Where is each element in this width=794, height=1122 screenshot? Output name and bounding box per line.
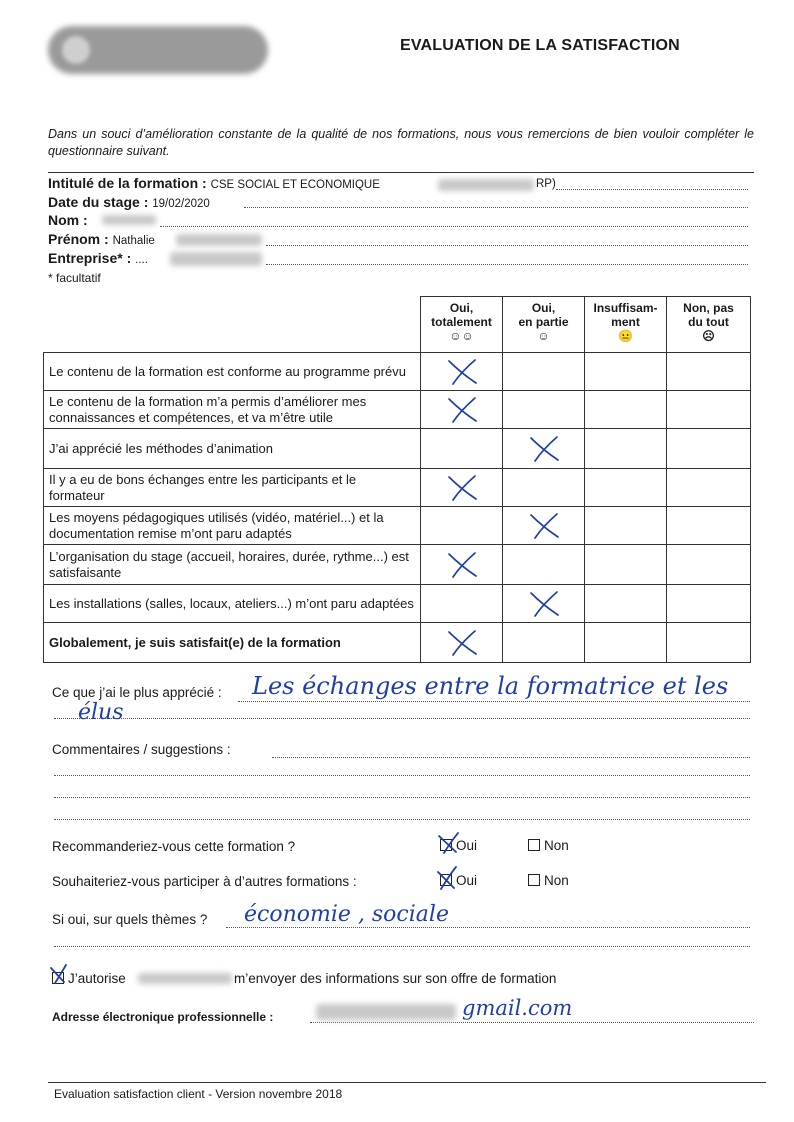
col-insuffisamment: Insuffisam- ment 😐 (585, 297, 667, 353)
answer-cell[interactable] (585, 545, 667, 585)
answer-cell[interactable] (503, 623, 585, 663)
answer-cell[interactable] (585, 353, 667, 391)
question-text: Le contenu de la formation m’a permis d’améliorer mes connaissances et compétences, et va m’être utile (44, 391, 421, 429)
redacted-nom (102, 215, 156, 225)
recommend-non-checkbox[interactable] (528, 839, 540, 851)
authorize-option[interactable]: J’autorise (52, 971, 126, 986)
comments-label: Commentaires / suggestions : (52, 742, 231, 757)
question-text: Les moyens pédagogiques utilisés (vidéo, matériel...) et la documentation remise m’ont paru adaptés (44, 507, 421, 545)
date-field: Date du stage : 19/02/2020 (48, 194, 210, 210)
answer-cell[interactable] (503, 429, 585, 469)
hand-drawn-x-mark (525, 589, 563, 619)
hand-drawn-x-mark (443, 473, 481, 503)
table-row (44, 585, 751, 623)
col-oui-totalement: Oui, totalement ☺☺ (421, 297, 503, 353)
answer-cell[interactable] (503, 391, 585, 429)
very-happy-icon: ☺☺ (449, 329, 474, 343)
answer-cell[interactable] (421, 353, 503, 391)
liked-dots-1 (238, 701, 750, 702)
prenom-field: Prénom : Nathalie (48, 231, 155, 247)
formation-suffix: RP) (536, 178, 556, 190)
prenom-dots (266, 245, 748, 246)
authorize-text: m’envoyer des informations sur son offre de formation (234, 971, 557, 986)
answer-cell[interactable] (585, 507, 667, 545)
answer-cell[interactable] (421, 391, 503, 429)
hand-drawn-x-mark (443, 395, 481, 425)
other-oui-option[interactable]: Oui (440, 873, 477, 888)
other-formations-label: Souhaiteriez-vous participer à d’autres formations : (52, 874, 357, 889)
answer-cell[interactable] (667, 507, 751, 545)
other-non-option[interactable]: Non (528, 873, 569, 888)
table-row (44, 623, 751, 663)
question-text: Les installations (salles, locaux, ateliers...) m’ont paru adaptées (44, 585, 421, 623)
table-row (44, 507, 751, 545)
comments-dots-1 (272, 757, 750, 758)
header-rule (48, 172, 754, 173)
answer-cell[interactable] (585, 429, 667, 469)
satisfaction-table (43, 296, 751, 663)
neutral-face-icon: 😐 (618, 329, 633, 343)
col-non-pas-du-tout: Non, pas du tout ☹ (667, 297, 751, 353)
question-text: Le contenu de la formation est conforme au programme prévu (44, 353, 421, 391)
footer-rule (48, 1082, 766, 1083)
answer-cell[interactable] (503, 585, 585, 623)
answer-cell[interactable] (585, 391, 667, 429)
comments-dots-2 (54, 775, 750, 776)
answer-cell[interactable] (421, 623, 503, 663)
answer-cell[interactable] (421, 507, 503, 545)
table-row (44, 469, 751, 507)
hand-drawn-x-mark (525, 511, 563, 541)
answer-cell[interactable] (503, 545, 585, 585)
hand-drawn-x-mark (443, 628, 481, 658)
other-oui-check-mark (434, 864, 460, 892)
answer-cell[interactable] (503, 507, 585, 545)
footer-text: Evaluation satisfaction client - Version novembre 2018 (54, 1087, 343, 1101)
answer-cell[interactable] (503, 353, 585, 391)
sad-face-icon: ☹ (702, 329, 715, 343)
other-non-checkbox[interactable] (528, 874, 540, 886)
redacted-formation (438, 179, 534, 191)
answer-cell[interactable] (667, 623, 751, 663)
email-answer: gmail.com (462, 996, 573, 1020)
liked-answer-line1: Les échanges entre la formatrice et les (252, 672, 729, 700)
liked-dots-2 (54, 718, 750, 719)
redacted-prenom (176, 234, 262, 246)
nom-dots (160, 226, 748, 227)
email-dots (310, 1022, 754, 1023)
answer-cell[interactable] (421, 545, 503, 585)
answer-cell[interactable] (667, 353, 751, 391)
answer-cell[interactable] (421, 429, 503, 469)
intro-text: Dans un souci d’amélioration constante de la qualité de nos formations, nous vous remercions de bien vouloir compléter le questionnaire suivant. (48, 127, 754, 158)
logo-emblem-icon (62, 36, 90, 64)
redacted-company (138, 973, 232, 984)
table-header-row (44, 297, 751, 353)
table-row (44, 429, 751, 469)
question-text: L’organisation du stage (accueil, horaires, durée, rythme...) est satisfaisante (44, 545, 421, 585)
answer-cell[interactable] (585, 623, 667, 663)
answer-cell[interactable] (421, 469, 503, 507)
table-row (44, 391, 751, 429)
themes-label: Si oui, sur quels thèmes ? (52, 912, 208, 927)
answer-cell[interactable] (503, 469, 585, 507)
answer-cell[interactable] (667, 429, 751, 469)
authorize-check-mark (48, 962, 70, 986)
liked-label: Ce que j’ai le plus apprécié : (52, 685, 222, 700)
recommend-label: Recommanderiez-vous cette formation ? (52, 839, 296, 854)
col-oui-en-partie: Oui, en partie ☺ (503, 297, 585, 353)
answer-cell[interactable] (585, 585, 667, 623)
date-dots (244, 207, 748, 208)
liked-answer-line2: élus (78, 700, 124, 725)
formation-value: CSE SOCIAL ET ECONOMIQUE (210, 179, 380, 191)
answer-cell[interactable] (585, 469, 667, 507)
answer-cell[interactable] (667, 391, 751, 429)
answer-cell[interactable] (421, 585, 503, 623)
answer-cell[interactable] (667, 585, 751, 623)
nom-field: Nom : (48, 212, 88, 228)
formation-dots (556, 189, 748, 190)
question-text: Il y a eu de bons échanges entre les participants et le formateur (44, 469, 421, 507)
entreprise-dots (266, 264, 748, 265)
table-row (44, 353, 751, 391)
date-value: 19/02/2020 (152, 198, 210, 210)
redacted-email-user (316, 1004, 456, 1020)
comments-dots-4 (54, 819, 750, 820)
hand-drawn-x-mark (443, 357, 481, 387)
themes-dots-1 (226, 927, 750, 928)
hand-drawn-x-mark (443, 550, 481, 580)
themes-answer: économie , sociale (244, 902, 449, 927)
answer-cell[interactable] (667, 545, 751, 585)
answer-cell[interactable] (667, 469, 751, 507)
comments-dots-3 (54, 797, 750, 798)
document-title: EVALUATION DE LA SATISFACTION (400, 37, 680, 54)
recommend-oui-check-mark (436, 830, 462, 856)
hand-drawn-x-mark (525, 434, 563, 464)
happy-icon: ☺ (537, 329, 550, 343)
recommend-non-option[interactable]: Non (528, 838, 569, 853)
redacted-entreprise (170, 252, 262, 266)
themes-dots-2 (54, 946, 750, 947)
question-text: Globalement, je suis satisfait(e) de la formation (44, 623, 421, 663)
entreprise-field: Entreprise* : .... (48, 250, 148, 266)
prenom-value: Nathalie (112, 235, 155, 247)
formation-field: Intitulé de la formation : CSE SOCIAL ET ECONOMIQUE (48, 175, 380, 191)
question-text: J’ai apprécié les méthodes d’animation (44, 429, 421, 469)
recommend-oui-option[interactable]: Oui (440, 838, 477, 853)
facultatif-note: * facultatif (48, 271, 101, 285)
email-label: Adresse électronique professionnelle : (52, 1010, 274, 1024)
table-row (44, 545, 751, 585)
